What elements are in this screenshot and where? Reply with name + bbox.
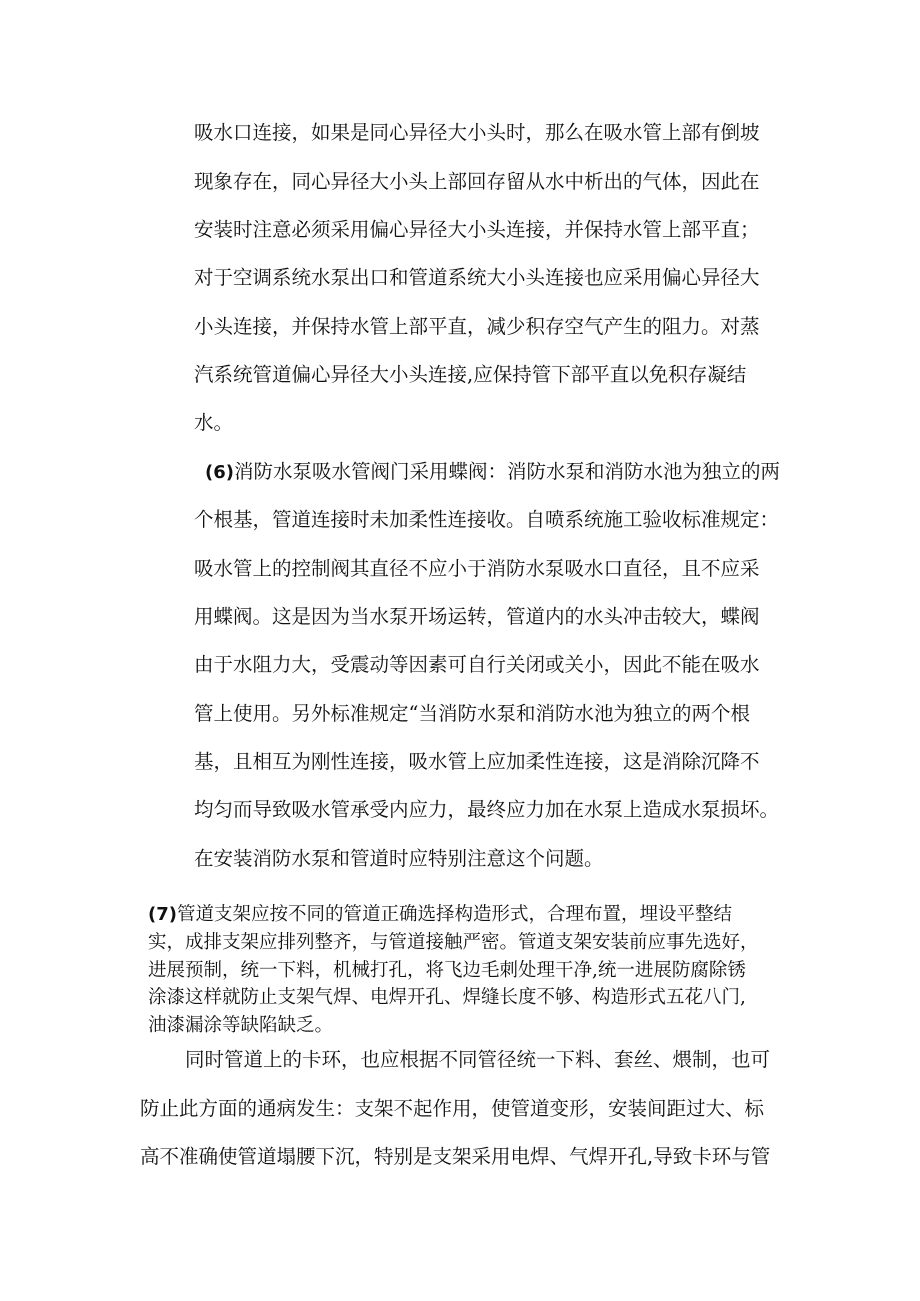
item-6-first-line [205, 460, 780, 485]
paragraph-line: 用蝶阀。这是因为当水泵开场运转，管道内的水头冲击较大，蝶阀 [194, 605, 760, 628]
paragraph-line: 水。 [194, 411, 234, 434]
paragraph-line: 吸水口连接，如果是同心异径大小头时，那么在吸水管上部有倒坡 [194, 121, 760, 144]
paragraph-line: 管上使用。另外标准规定“当消防水泵和消防水池为独立的两个根 [194, 702, 750, 725]
paragraph-line: 防止此方面的通病发生：支架不起作用，使管道变形，安装间距过大、标 [140, 1097, 765, 1120]
paragraph-line: 实，成排支架应排列整齐，与管道接触严密。管道支架安装前应事先选好， [148, 932, 759, 953]
item-number: (7) [148, 904, 177, 925]
item-number: (6) [205, 462, 234, 483]
paragraph-line: 进展预制，统一下料，机械打孔，将飞边毛刺处理干净,统一进展防腐除锈 [148, 960, 746, 981]
paragraph-line: 高不准确使管道塌腰下沉，特别是支架采用电焊、气焊开孔,导致卡环与管 [140, 1145, 771, 1168]
paragraph-line: 由于水阻力大，受震动等因素可自行关闭或关小，因此不能在吸水 [194, 653, 760, 676]
paragraph-line: 基，且相互为刚性连接，吸水管上应加柔性连接，这是消除沉降不 [194, 750, 760, 773]
paragraph-line: 油漆漏涂等缺陷缺乏。 [148, 1015, 334, 1036]
paragraph-line: 小头连接，并保持水管上部平直，减少积存空气产生的阻力。对蒸 [194, 315, 760, 338]
paragraph-line: 同时管道上的卡环，也应根据不同管径统一下料、套丝、煨制，也可 [185, 1048, 771, 1071]
paragraph-line: 现象存在，同心异径大小头上部回存留从水中析出的气体，因此在 [194, 170, 760, 193]
paragraph-line: 均匀而导致吸水管承受内应力，最终应力加在水泵上造成水泵损坏。 [194, 798, 780, 821]
item-text: 管道支架应按不同的管道正确选择构造形式，合理布置，埋设平整结 [176, 904, 732, 925]
paragraph-line: 涂漆这样就防止支架气焊、电焊开孔、焊缝长度不够、构造形式五花八门, [148, 987, 746, 1008]
paragraph-line: 对于空调系统水泵出口和管道系统大小头连接也应采用偏心异径大 [194, 266, 760, 289]
item-text: 消防水泵吸水管阀门采用蝶阀：消防水泵和消防水池为独立的两 [233, 460, 780, 483]
paragraph-line: 在安装消防水泵和管道时应特别注意这个问题。 [194, 847, 604, 870]
paragraph-line: 个根基，管道连接时未加柔性连接收。自喷系统施工验收标准规定： [194, 508, 780, 531]
paragraph-line: 汽系统管道偏心异径大小头连接,应保持管下部平直以免积存凝结 [194, 363, 747, 386]
paragraph-line: 安装时注意必须采用偏心异径大小头连接，并保持水管上部平直； [194, 218, 760, 241]
paragraph-line: 吸水管上的控制阀其直径不应小于消防水泵吸水口直径，且不应采 [194, 557, 760, 580]
item-7-first-line [148, 903, 732, 927]
